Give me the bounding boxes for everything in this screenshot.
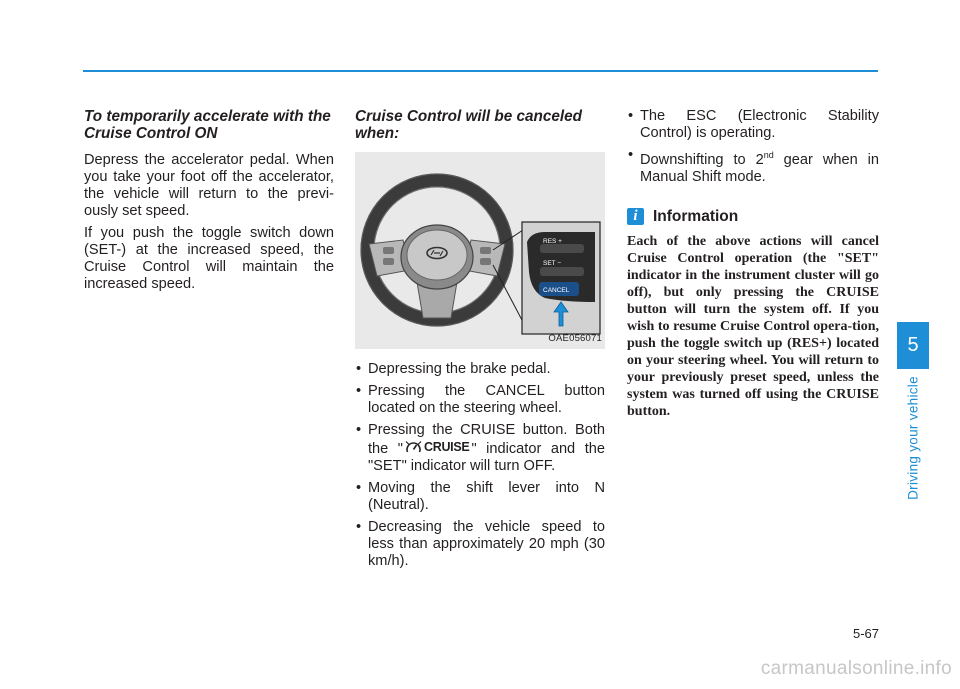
watermark: carmanualsonline.info — [760, 658, 952, 679]
list-item-text: gear when in Manual Shift mode. — [640, 151, 879, 185]
cancel-conditions-list — [355, 361, 605, 570]
ordinal-suffix: nd — [763, 150, 774, 160]
list-item: • Depressing the brake pedal. — [355, 361, 605, 378]
list-item-text: Downshifting to 2 — [640, 151, 764, 168]
paragraph-toggle-switch: If you push the toggle switch down (SET-) at the increased speed, the Cruise Control will maintain the increased speed. — [84, 225, 334, 292]
information-text: Each of the above actions will cancel Cruise Control operation (the "SET" indicator in the instrument cluster will go off), but only pressing the CRUISE button will turn the system off. If you wish to resume Cruise Control opera-tion, push the toggle switch up (RES+) located on your steering wheel. You will return to your previously preset speed, unless the system was turned off using the CRUISE button. — [627, 233, 879, 419]
list-item — [627, 147, 879, 186]
column-2 — [355, 108, 605, 575]
info-icon: i — [627, 208, 644, 225]
list-item: • Decreasing the vehicle speed to less than approximately 20 mph (30 km/h). — [355, 519, 605, 570]
list-item: • The ESC (Electronic Stability Control) is operating. — [627, 108, 879, 142]
information-header — [627, 208, 879, 225]
column-3 — [627, 108, 879, 420]
speedometer-icon — [405, 440, 422, 455]
page-number: 5-67 — [852, 626, 879, 641]
figure-code: OAE056071 — [548, 333, 602, 344]
res-plus-label: RES + — [543, 238, 562, 245]
cruise-indicator-text: CRUISE — [424, 440, 470, 454]
section-heading-accelerate: To temporarily accelerate with the Cruise Control ON — [84, 108, 331, 142]
list-item-text: Pressing the CRUISE button. Both the " — [368, 422, 605, 457]
information-title: Information — [653, 207, 739, 225]
chapter-title: Driving your vehicle — [905, 376, 921, 500]
paragraph-accelerator: Depress the accelerator pedal. When you take your foot off the accelerator, the vehicle will return to the previ-ously set speed. — [84, 152, 334, 219]
header-rule — [83, 70, 878, 72]
list-item-text: " indicator and the "SET" indicator will turn OFF. — [368, 441, 605, 474]
cancel-conditions-list-continued — [627, 108, 879, 186]
section-heading-canceled: Cruise Control will be canceled when: — [355, 108, 582, 142]
cancel-label: CANCEL — [543, 287, 570, 294]
steering-wheel-illustration — [355, 152, 605, 349]
list-item: • Moving the shift lever into N (Neutral). — [355, 480, 605, 514]
set-minus-label: SET − — [543, 260, 562, 267]
list-item: • Pressing the CANCEL button located on the steering wheel. — [355, 383, 605, 417]
column-1 — [84, 108, 334, 298]
list-item — [355, 422, 605, 475]
steering-wheel-figure — [355, 152, 605, 349]
cruise-indicator — [405, 439, 469, 456]
chapter-number-tab: 5 — [897, 322, 929, 369]
